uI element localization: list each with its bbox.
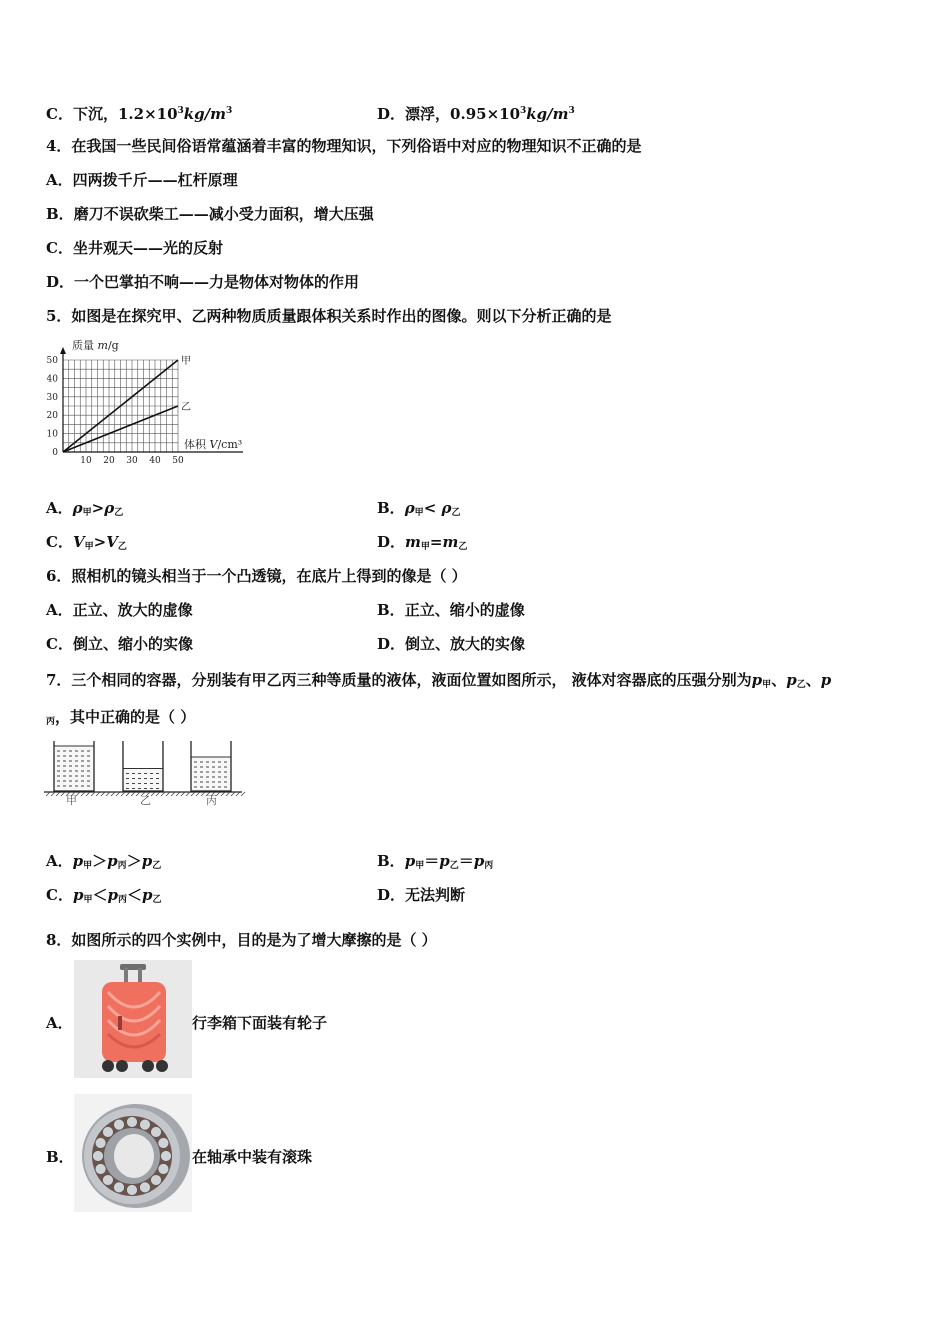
x-tick-label: 30 [126, 456, 138, 466]
y-tick-label: 40 [46, 374, 58, 385]
q3-option-d: D．漂浮，$0.95\times 10^3kg/m^3$ [377, 105, 575, 123]
bearing-ball [140, 1182, 151, 1193]
bearing-ball [151, 1126, 162, 1137]
y-tick-label: 20 [46, 411, 58, 422]
q6-option-a: A．正立、放大的虚像 [46, 601, 193, 619]
liquid [54, 746, 94, 791]
y-axis-arrow [60, 347, 66, 354]
q4-option-b: B．磨刀不误砍柴工——减小受力面积，增大压强 [46, 205, 374, 223]
bearing-ball [95, 1137, 106, 1148]
bearing-ball [113, 1182, 124, 1193]
y-tick-label: 30 [46, 392, 58, 403]
q7-stem-line2: $_丙$，其中正确的是（ ） [46, 708, 196, 727]
q6-option-d: D．倒立、放大的实像 [377, 635, 526, 653]
q4-option-c: C．坐井观天——光的反射 [46, 239, 223, 257]
container-label-yi: 乙 [140, 794, 151, 807]
x-tick-label: 40 [149, 456, 161, 466]
q8-option-b-text: 在轴承中装有滚珠 [192, 1148, 313, 1166]
bearing-ball [113, 1119, 124, 1130]
y-tick-label: 0 [52, 448, 58, 458]
q7-option-c: C．$p_甲<p_丙<p_乙$ [46, 886, 162, 905]
container-2 [123, 741, 163, 791]
series-label-1: 甲 [181, 356, 191, 367]
q8-stem: 8．如图所示的四个实例中，目的是为了增大摩擦的是（ ） [46, 931, 437, 949]
x-tick-label: 20 [103, 456, 115, 466]
q8-option-b-label: B． [46, 1148, 74, 1166]
chart-series [63, 355, 191, 452]
container-label-bing: 丙 [206, 794, 217, 807]
bearing-image [74, 1094, 192, 1212]
q5-option-c: C．$V_甲>V_乙$ [46, 533, 127, 552]
bearing-ball [161, 1151, 172, 1162]
q5-stem: 5．如图是在探究甲、乙两种物质质量跟体积关系时作出的图像。则以下分析正确的是 [46, 307, 612, 325]
q7-option-a: A．$p_甲>p_丙>p_乙$ [46, 852, 162, 871]
y-tick-label: 50 [46, 356, 58, 366]
bearing-ball [127, 1117, 138, 1128]
bearing-ball [158, 1137, 169, 1148]
series-label-2: 乙 [181, 402, 191, 413]
bearing-ball [151, 1175, 162, 1186]
liquid [123, 769, 163, 792]
chart-axes [60, 347, 243, 452]
x-tick-label: 10 [80, 456, 92, 466]
container-3 [191, 741, 231, 791]
bearing-ball [93, 1151, 104, 1162]
q7-option-b: B．$p_甲=p_乙=p_丙$ [377, 852, 494, 871]
q5-option-b: B．$\rho_甲< \rho_乙$ [377, 499, 461, 518]
chart-ylabel: 质量 m/g [72, 339, 119, 352]
mass-volume-chart [44, 335, 264, 470]
q6-option-c: C．倒立、缩小的实像 [46, 635, 193, 653]
q4-stem: 4．在我国一些民间俗语常蕴涵着丰富的物理知识，下列俗语中对应的物理知识不正确的是 [46, 137, 642, 155]
q8-option-a-label: A． [46, 1014, 73, 1032]
q5-option-a: A．$\rho_甲>\rho_乙$ [46, 499, 124, 518]
suitcase-image [74, 960, 192, 1078]
bearing-ball [127, 1185, 138, 1196]
chart-xlabel: 体积 V/cm³ [184, 438, 243, 451]
container-label-jia: 甲 [66, 794, 77, 807]
q6-option-b: B．正立、缩小的虚像 [377, 601, 525, 619]
q7-option-d: D．无法判断 [377, 886, 466, 904]
q5-option-d: D．$m_甲=m_乙$ [377, 533, 468, 552]
bearing-ball [158, 1164, 169, 1175]
bearing-ball [140, 1119, 151, 1130]
bearing-ball [95, 1164, 106, 1175]
container-1 [54, 741, 94, 791]
q7-stem-line1: 7．三个相同的容器，分别装有甲乙丙三种等质量的液体，液面位置如图所示， 液体对容器底的压强分别为$p_甲$、$p_乙$、p [46, 671, 832, 690]
containers-figure [44, 735, 249, 810]
q4-option-a: A．四两拨千斤——杠杆原理 [46, 171, 238, 189]
bearing-ball [102, 1175, 113, 1186]
y-tick-label: 10 [46, 429, 58, 440]
q3-option-c: C．下沉，$1.2\times 10^3kg/m^3$ [46, 105, 233, 123]
q8-option-a-text: 行李箱下面装有轮子 [192, 1014, 328, 1032]
x-tick-label: 50 [172, 456, 184, 466]
q4-option-d: D．一个巴掌拍不响——力是物体对物体的作用 [46, 273, 360, 291]
q6-stem: 6．照相机的镜头相当于一个凸透镜，在底片上得到的像是（ ） [46, 567, 467, 585]
bearing-ball [102, 1126, 113, 1137]
